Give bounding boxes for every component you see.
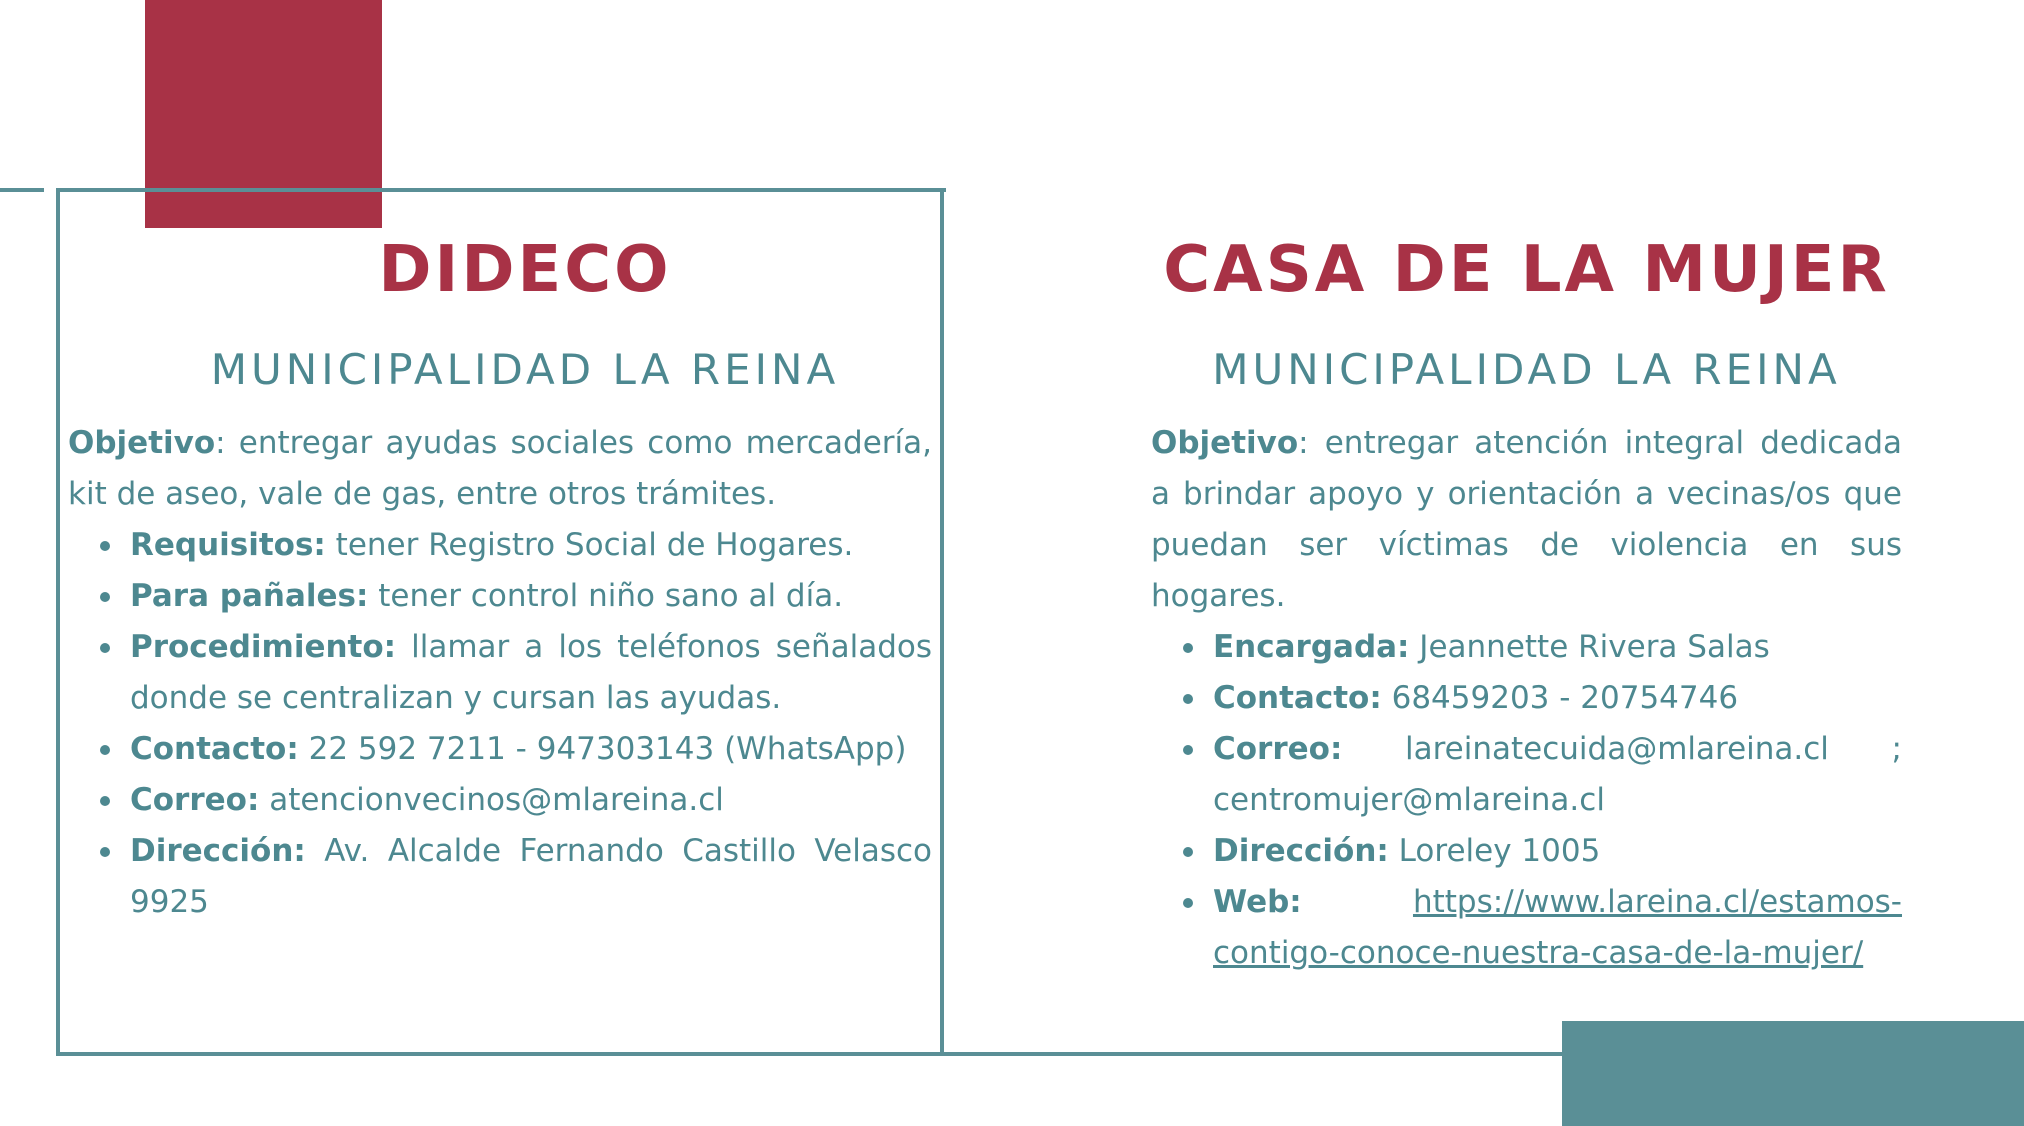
list-item-contacto [1213,673,1902,724]
casa-mujer-title: CASA DE LA MUJER [1163,233,1890,307]
casa-mujer-subtitle: MUNICIPALIDAD LA REINA [1212,345,1841,394]
item-value: Jeannette Rivera Salas [1409,629,1770,665]
list-item-web [1213,877,1902,979]
list-item-direccion [1213,826,1902,877]
objective-label: Objetivo [1151,425,1299,461]
list-item-correo [1213,724,1902,826]
dideco-info-list [68,520,932,928]
item-label: Web: [1213,884,1302,920]
divider-line [0,188,44,192]
item-value: tener Registro Social de Hogares. [325,527,854,563]
item-label: Para pañales: [130,578,369,614]
item-value: atencionvecinos@mlareina.cl [259,782,724,818]
item-value: tener control niño sano al día. [368,578,844,614]
frame-bottom-border [56,1052,1562,1056]
list-item-requisitos [130,520,932,571]
item-label: Requisitos: [130,527,326,563]
casa-mujer-section [1151,230,1902,979]
item-label: Correo: [1213,731,1343,767]
objective-label: Objetivo [68,425,216,461]
dideco-subtitle: MUNICIPALIDAD LA REINA [210,345,840,394]
frame-left-border [56,188,60,1056]
item-label: Encargada: [1213,629,1410,665]
list-item-direccion [130,826,932,928]
item-value: lareinatecuida@mlareina.cl ; centromujer@mlareina.cl [1213,731,1902,818]
objective-text: : entregar ayudas sociales como mercadería, kit de aseo, vale de gas, entre otros trámites. [68,425,932,512]
list-item-panales [130,571,932,622]
casa-mujer-info-list [1151,622,1902,979]
decorative-teal-block [1562,1021,2024,1126]
item-label: Procedimiento: [130,629,397,665]
dideco-objective [68,418,932,520]
list-item-encargada [1213,622,1902,673]
item-value: llamar a los teléfonos señalados donde se centralizan y cursan las ayudas. [130,629,932,716]
objective-text: : entregar atención integral dedicada a brindar apoyo y orientación a vecinas/os que puedan ser víctimas de violencia en sus hogares. [1151,425,1902,614]
item-value: 22 592 7211 - 947303143 (WhatsApp) [298,731,907,767]
web-link[interactable]: https://www.lareina.cl/estamos-contigo-conoce-nuestra-casa-de-la-mujer/ [1213,884,1902,971]
dideco-section [68,230,932,928]
item-value: 68459203 - 20754746 [1381,680,1739,716]
decorative-red-square [145,0,382,228]
item-label: Contacto: [1213,680,1382,716]
casa-mujer-objective [1151,418,1902,622]
item-value: Loreley 1005 [1388,833,1601,869]
item-label: Correo: [130,782,260,818]
item-label: Dirección: [130,833,306,869]
item-label: Contacto: [130,731,299,767]
list-item-contacto [130,724,932,775]
frame-center-border [940,188,944,1056]
dideco-title: DIDECO [378,233,672,307]
item-label: Dirección: [1213,833,1389,869]
item-value: Av. Alcalde Fernando Castillo Velasco 9925 [130,833,932,920]
list-item-procedimiento [130,622,932,724]
frame-top-border [56,188,946,192]
list-item-correo [130,775,932,826]
